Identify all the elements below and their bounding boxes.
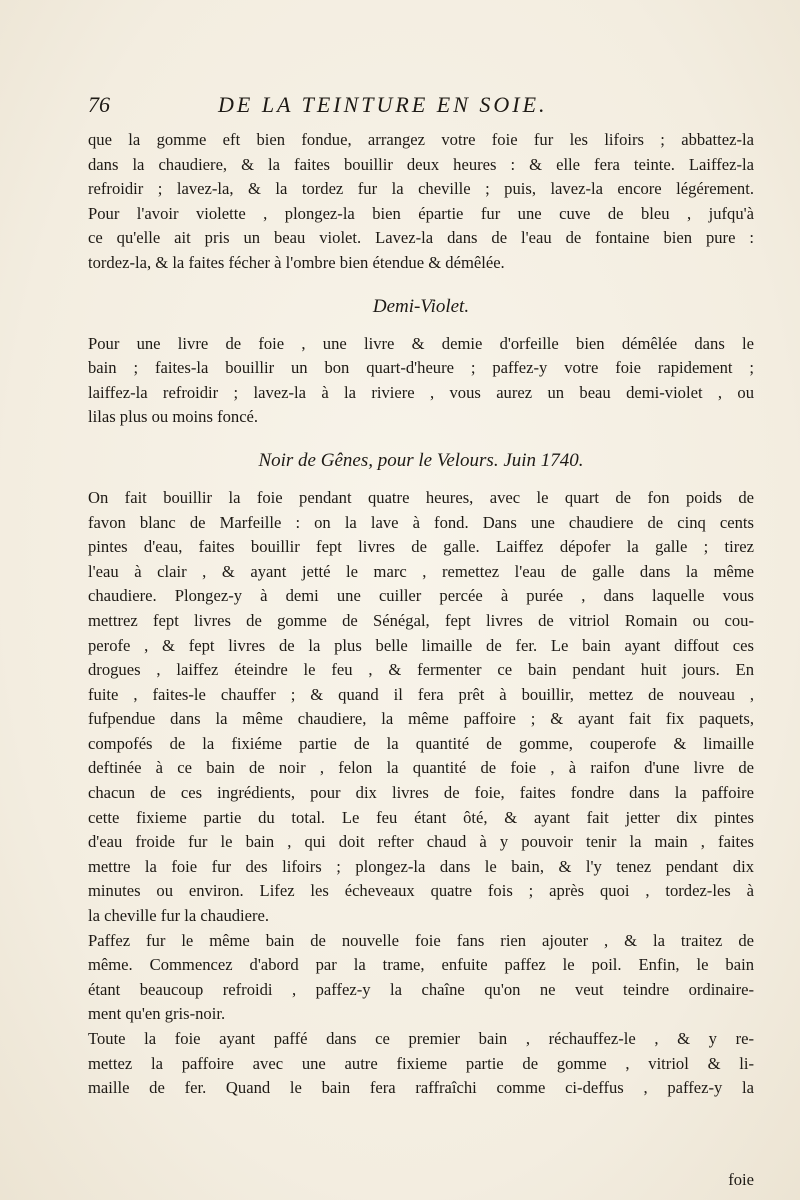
text-line: On fait bouillir la foie pendant quatre heures, avec le quart de fon poids de: [88, 487, 754, 507]
text-line: laiffez-la refroidir ; lavez-la à la riviere , vous aurez un beau demi-violet , ou: [88, 382, 754, 402]
text-line: fuite , faites-le chauffer ; & quand il fera prêt à bouillir, mettez de nouveau ,: [88, 684, 754, 704]
text-line: drogues , laiffez éteindre le feu , & fermenter ce bain pendant huit jours. En: [88, 660, 754, 680]
page-number: 76: [88, 92, 110, 117]
text-line: que la gomme eft bien fondue, arrangez votre foie fur les lifoirs ; abbattez-la: [88, 130, 754, 149]
running-head: DE LA TEINTURE EN SOIE.: [218, 92, 548, 117]
text-line: lilas plus ou moins foncé.: [88, 407, 259, 427]
text-line: l'eau à clair , & ayant jetté le marc , remettez l'eau de galle dans la même: [88, 561, 754, 581]
paragraph-5: [88, 1027, 754, 1101]
text-line: mettrez fept livres de gomme de Sénégal, fept livres de vitriol Romain ou cou-: [88, 610, 754, 630]
text-line: ment qu'en gris-noir.: [88, 1004, 226, 1024]
text-line: deftinée à ce bain de noir , felon la quantité de foie , à raifon d'une livre de: [88, 758, 754, 778]
text-line: même. Commencez d'abord par la trame, enfuite paffez le poil. Enfin, le bain: [88, 955, 754, 975]
text-line: étant beaucoup refroidi , paffez-y la chaîne qu'on ne veut teindre ordinaire-: [88, 979, 754, 999]
text-line: Pour une livre de foie , une livre & demie d'orfeille bien démêlée dans le: [88, 333, 754, 353]
section-title-demi-violet: Demi-Violet.: [372, 295, 470, 317]
paragraph-4: [88, 929, 754, 1027]
paragraph-3: [88, 486, 754, 929]
text-line: chaudiere. Plongez-y à demi une cuiller percée à purée , dans laquelle vous: [88, 586, 754, 606]
text-line: d'eau froide fur le bain , qui doit refter chaud à y pouvoir tenir la main , faites: [88, 832, 754, 852]
text-line: minutes ou environ. Lifez les écheveaux quatre fois ; après quoi , tordez-les à: [88, 881, 754, 901]
text-line: dans la chaudiere, & la faites bouillir deux heures : & elle fera teinte. Laiffez-la: [88, 154, 754, 174]
paragraph-2: [88, 332, 754, 430]
text-line: pintes d'eau, faites bouillir fept livres de galle. Laiffez dépofer la galle ; tirez: [88, 537, 754, 557]
text-line: Paffez fur le même bain de nouvelle foie fans rien ajouter , & la traitez de: [88, 930, 754, 950]
text-line: favon blanc de Marfeille : on la lave à fond. Dans une chaudiere de cinq cents: [88, 512, 754, 532]
text-line: cette fixieme partie du total. Le feu étant ôté, & ayant fait jetter dix pintes: [88, 807, 754, 827]
text-line: refroidir ; lavez-la, & la tordez fur la cheville ; puis, lavez-la encore légérement.: [88, 179, 754, 199]
text-line: la cheville fur la chaudiere.: [88, 906, 270, 926]
text-line: tordez-la, & la faites fécher à l'ombre bien étendue & démêlée.: [88, 252, 505, 272]
page-header: [88, 92, 754, 124]
page-body: [88, 128, 754, 1101]
section-title-noir-de-genes: Noir de Gênes, pour le Velours. Juin 1740.: [258, 449, 584, 471]
text-line: fufpendue dans la même chaudiere, la même paffoire ; & ayant fait fix paquets,: [88, 709, 754, 729]
text-line: bain ; faites-la bouillir un bon quart-d'heure ; paffez-y votre foie rapidement ;: [88, 358, 754, 378]
text-line: Pour l'avoir violette , plongez-la bien épartie fur une cuve de bleu , jufqu'à: [88, 203, 754, 223]
text-line: mettre la foie fur des lifoirs ; plongez-la dans le bain, & l'y tenez pendant dix: [88, 856, 754, 876]
text-line: ce qu'elle ait pris un beau violet. Lavez-la dans de l'eau de fontaine bien pure :: [88, 228, 754, 248]
paragraph-1: [88, 128, 754, 276]
text-line: chacun de ces ingrédients, pour dix livres de foie, faites fondre dans la paffoire: [88, 783, 754, 803]
catchword: foie: [728, 1170, 754, 1189]
text-line: Toute la foie ayant paffé dans ce premier bain , réchauffez-le , & y re-: [88, 1029, 754, 1048]
text-line: maille de fer. Quand le bain fera raffraîchi comme ci-deffus , paffez-y la: [88, 1078, 754, 1098]
text-line: perofe , & fept livres de la plus belle limaille de fer. Le bain ayant diffout ces: [88, 635, 754, 655]
text-line: mettez la paffoire avec une autre fixieme partie de gomme , vitriol & li-: [88, 1053, 754, 1073]
text-line: compofés de la fixiéme partie de la quantité de gomme, couperofe & limaille: [88, 733, 754, 753]
